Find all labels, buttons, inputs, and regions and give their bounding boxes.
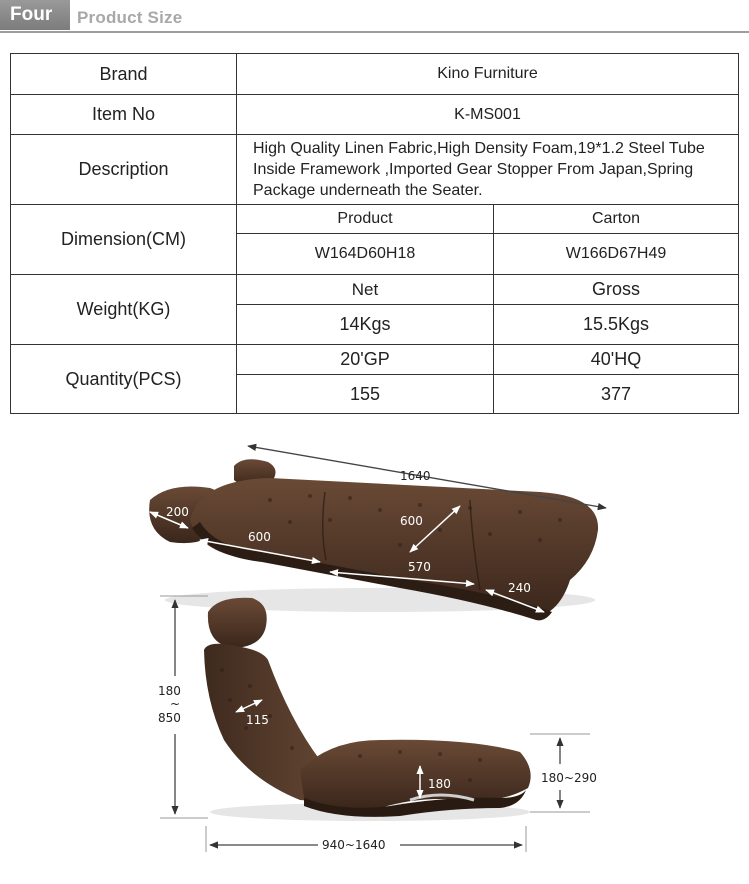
- brand-label: Brand: [99, 63, 148, 84]
- seat-thickness-label: 180: [428, 777, 451, 791]
- header-divider: [0, 31, 749, 33]
- flat-lounger-illustration: [149, 459, 598, 620]
- flat-depth-label: 600: [400, 514, 423, 528]
- quantity-40hq-value: 377: [600, 383, 632, 404]
- section-number-badge: Four: [0, 0, 70, 30]
- flat-total-length-label: 1640: [400, 469, 431, 483]
- flat-foot-length-label: 240: [508, 581, 531, 595]
- quantity-40hq-header: 40'HQ: [590, 349, 642, 369]
- height-range-bottom-label: 850: [158, 711, 181, 725]
- weight-net-header: Net: [351, 279, 379, 299]
- product-dimension-diagram: [0, 430, 749, 884]
- item-no-value: K-MS001: [454, 105, 521, 123]
- flat-seat-length-label: 570: [408, 560, 431, 574]
- quantity-20gp-value: 155: [349, 383, 381, 404]
- flat-section-length-label: 600: [248, 530, 271, 544]
- dimension-carton-value: W166D67H49: [565, 245, 667, 262]
- headrest-size-label: 115: [246, 713, 269, 727]
- weight-net-value: 14Kgs: [339, 314, 391, 334]
- flat-head-width-label: 200: [166, 505, 189, 519]
- footprint-range-label: 940~1640: [322, 838, 386, 852]
- dimension-product-value: W164D60H18: [314, 245, 416, 262]
- dimension-label: Dimension(CM): [60, 229, 186, 249]
- description-value: High Quality Linen Fabric,High Density Foam,19*1.2 Steel Tube Inside Framework ,Imported Gear Stopper From Japan,Spring Package underneath the Seater.: [253, 140, 705, 199]
- height-range-top-label: 180: [158, 684, 181, 698]
- upright-chair-illustration: [204, 598, 531, 821]
- dimension-product-header: Product: [337, 210, 393, 227]
- section-title: Product Size: [77, 8, 183, 27]
- seat-height-range-label: 180~290: [541, 771, 597, 785]
- item-no-label: Item No: [91, 104, 156, 124]
- dimension-carton-header: Carton: [591, 210, 641, 227]
- brand-value: Kino Furniture: [437, 65, 538, 82]
- weight-gross-header: Gross: [591, 279, 640, 299]
- weight-label: Weight(KG): [76, 299, 171, 319]
- spec-table: [10, 53, 739, 414]
- quantity-label: Quantity(PCS): [65, 368, 182, 389]
- quantity-20gp-header: 20'GP: [340, 349, 390, 369]
- height-range-tilde: ~: [170, 697, 181, 711]
- section-header: [0, 0, 749, 34]
- description-label: Description: [78, 159, 169, 179]
- weight-gross-value: 15.5Kgs: [582, 314, 650, 334]
